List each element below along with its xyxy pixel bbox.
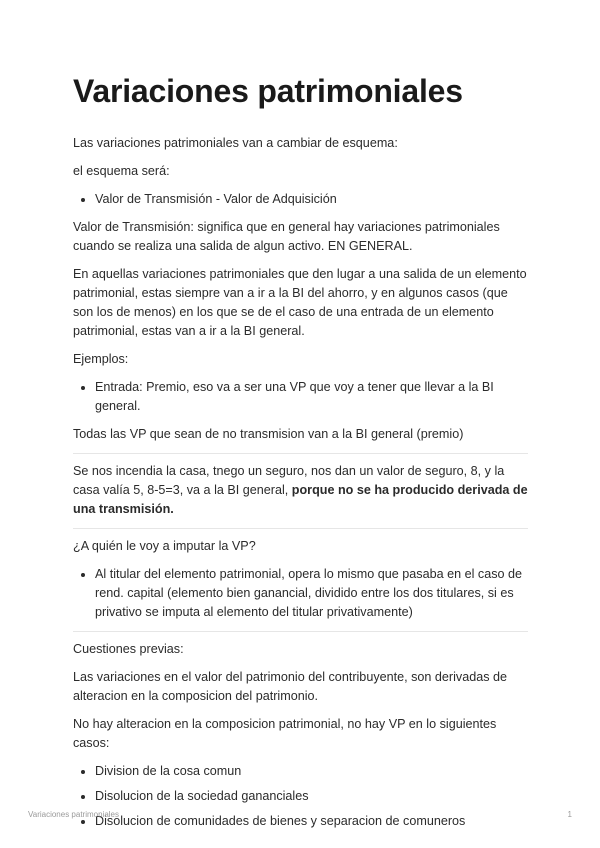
list-item: Disolucion de la sociedad gananciales [95, 787, 528, 806]
bullet-list [73, 378, 528, 416]
bullet-list [73, 565, 528, 622]
list-item: Al titular del elemento patrimonial, opera lo mismo que pasaba en el caso de rend. capital (elemento bien ganancial, dividido entre los dos titulares, si es privativo se imputa al elemento del titular privativamente) [95, 565, 528, 622]
bullet-list [73, 762, 528, 831]
paragraph: Ejemplos: [73, 352, 129, 366]
divider [73, 453, 528, 454]
paragraph: No hay alteracion en la composicion patrimonial, no hay VP en lo siguientes casos: [73, 717, 497, 750]
divider [73, 528, 528, 529]
document-page [73, 70, 528, 840]
list-item: Entrada: Premio, eso va a ser una VP que voy a tener que llevar a la BI general. [95, 378, 528, 416]
page-number: 1 [567, 810, 572, 819]
paragraph: el esquema será: [73, 164, 170, 178]
footer-title: Variaciones patrimoniales [28, 810, 120, 819]
paragraph: Las variaciones patrimoniales van a cambiar de esquema: [73, 136, 398, 150]
page-title: Variaciones patrimoniales [73, 73, 463, 109]
paragraph: En aquellas variaciones patrimoniales que den lugar a una salida de un elemento patrimonial, estas siempre van a ir a la BI del ahorro, y en algunos casos (que son los de menos) en los que se de el caso de una entrada de un elemento patrimonial, estas van a ir a la BI general. [73, 267, 527, 338]
paragraph [73, 462, 528, 519]
paragraph: ¿A quién le voy a imputar la VP? [73, 539, 256, 553]
list-item: Division de la cosa comun [95, 762, 528, 781]
paragraph: Todas las VP que sean de no transmision van a la BI general (premio) [73, 427, 464, 441]
list-item: Disolucion de comunidades de bienes y separacion de comuneros [95, 812, 528, 831]
paragraph: Cuestiones previas: [73, 642, 184, 656]
page-footer [28, 810, 572, 819]
bullet-list [73, 190, 528, 209]
list-item: Valor de Transmisión - Valor de Adquisición [95, 190, 528, 209]
paragraph: Las variaciones en el valor del patrimonio del contribuyente, son derivadas de alteracion en la composicion del patrimonio. [73, 670, 508, 703]
bold-text: porque no se ha producido derivada de una transmisión. [73, 483, 528, 516]
divider [73, 631, 528, 632]
paragraph-text: Se nos incendia la casa, tnego un seguro, nos dan un valor de seguro, 8, y la casa valía 5, 8-5=3, va a la BI general, [73, 464, 505, 497]
paragraph: Valor de Transmisión: significa que en general hay variaciones patrimoniales cuando se realiza una salida de algun activo. EN GENERAL. [73, 220, 500, 253]
